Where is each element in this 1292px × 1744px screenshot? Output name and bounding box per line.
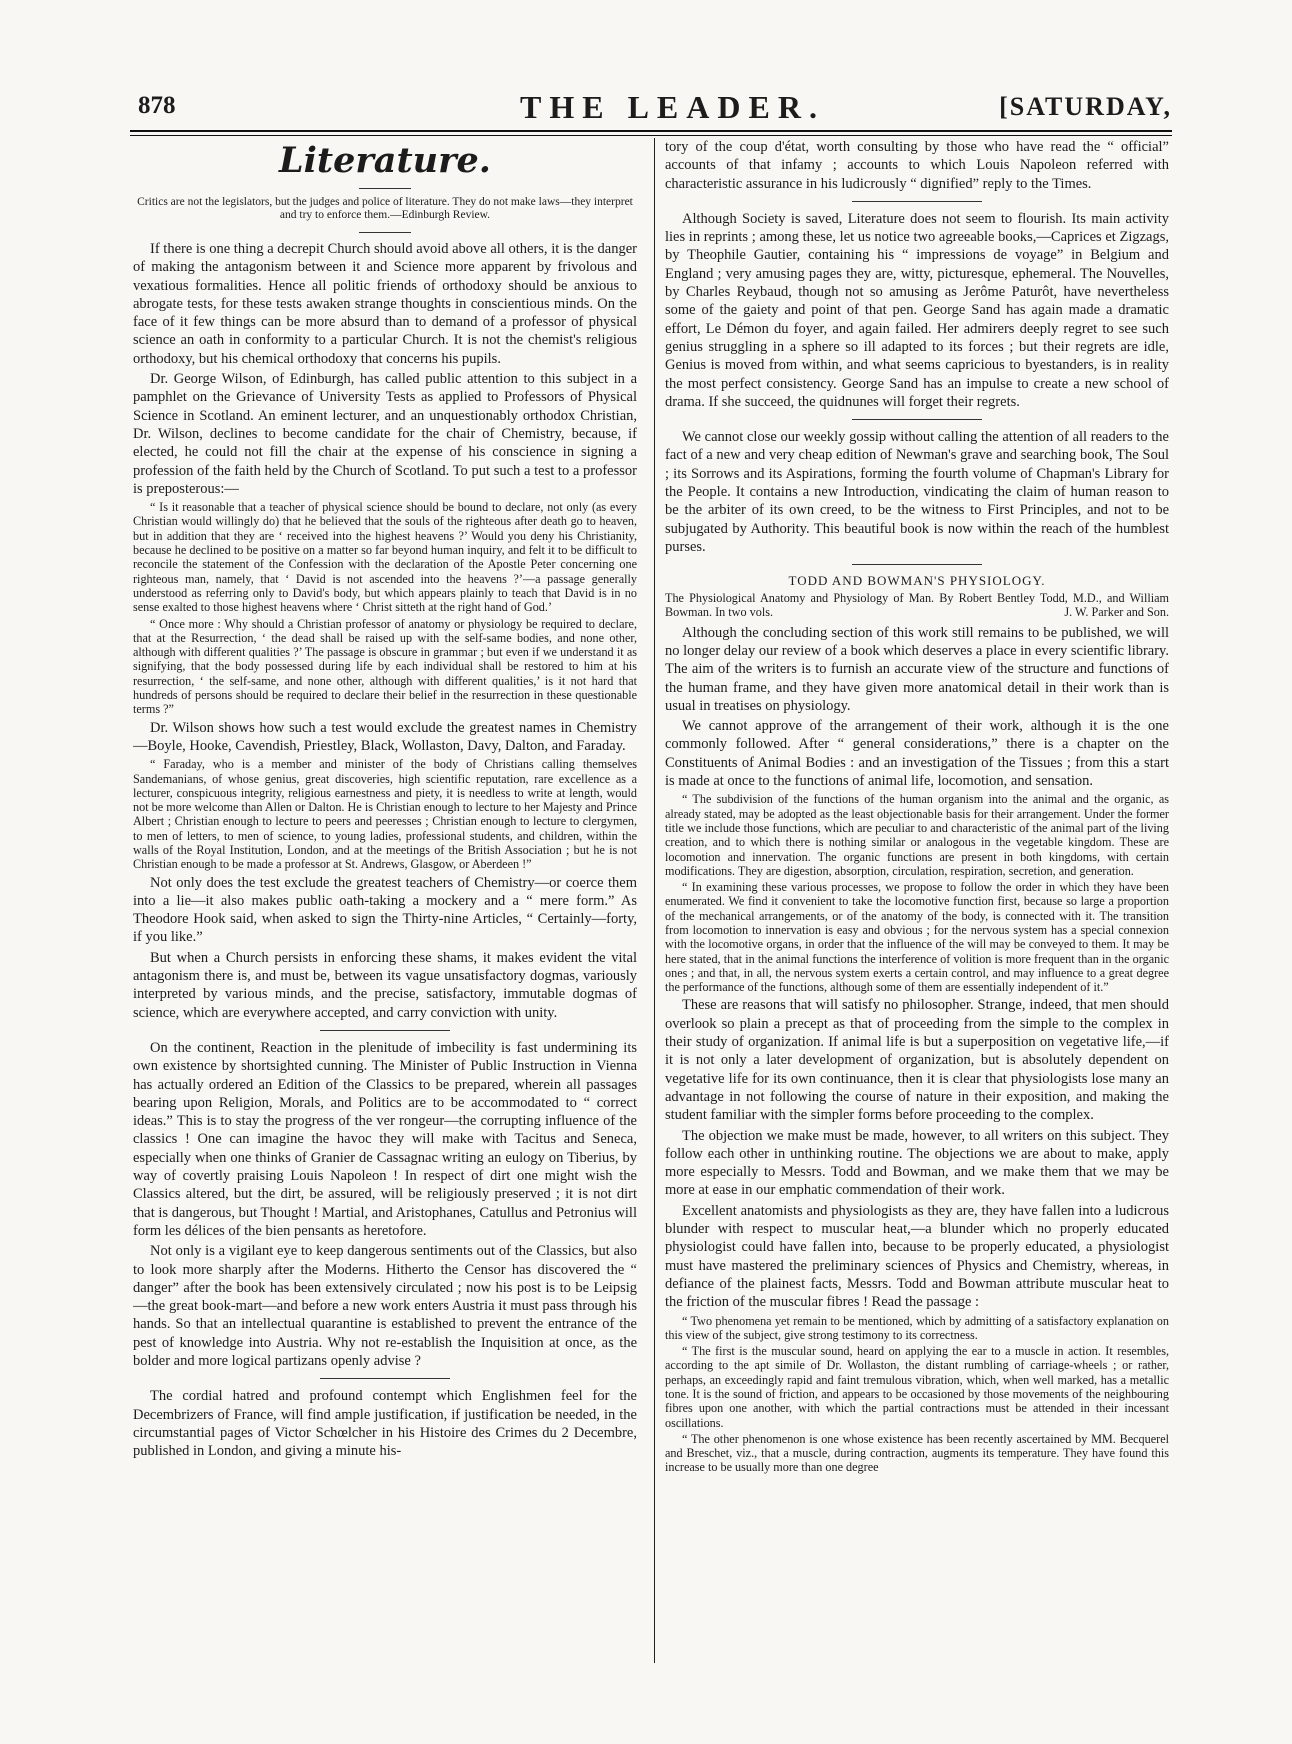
newspaper-masthead: THE LEADER. [520,89,825,125]
reaction-paragraph: On the continent, Reaction in the plenitude of imbecility is fast undermining its own existence by shortsighted cunning. The Minister of Public Instruction in Vienna has actually ordered an Edition of the Classics to be prepared, wherein all passages bearing upon Religion, Morals, and Politics are to be accommodated to “ correct ideas.” This is to stay the progress of the ver rongeur—the corrupting influence of the classics ! One can imagine the havoc they will make with Tacitus and Seneca, especially when one thinks of Granier de Cassagnac writing an eulogy on Tiberius, by way of covertly praising Louis Napoleon ! In respect of dirt one might wish the Classics altered, but the dirt, be assured, will be religiously preserved ; it is not dirt that is dangerous, but Thought ! Martial, and Aristophanes, Catullus and Petronius will form les délices of the bien pensants as heretofore. [133,1039,637,1239]
header-rule [130,130,1172,132]
society-literature-paragraph: Although Society is saved, Literature does not seem to flourish. Its main activity lies in reprints ; among these, let us notice two agreeable books,—Caprices et Zigzags, by Theophile Gautier, containing his “ impressions de voyage” in Belgium and England ; very amusing pages they are, witty, picturesque, ephemeral. The Nouvelles, by Charles Reybaud, though not so amusing as Jerôme Paturôt, have nevertheless some of the gaiety and point of that pen. George Sand has again made a dramatic effort, Le Démon du foyer, and again failed. Her admirers deeply regret to see such genius struggling in a sphere so ill adapted to its forces ; but their regrets are idle, Genius is moved from within, and what seems capricious to byestanders, is in reality the most perfect consistency. George Sand has an impulse to create a new school of drama. If she succeed, the quidnunes will forget their regrets. [665,210,1169,410]
faraday-quote: “ Faraday, who is a member and minister of the body of Christians calling themselves Sandemanians, of whose genius, great discoveries, high scientific reputation, rare excellence as a lecturer, conspicuous integrity, religious earnestness and piety, it is needless to write at length, would not be more welcome than Allen or Dalton. He is Christian enough to lecture to her Majesty and Prince Albert ; Christian enough to lecture to peers and peeresses ; Christian enough to lecture to clergymen, to men of letters, to men of science, to young ladies, professional students, and children, within the walls of the Royal Institution, London, and at the meetings of the British Association ; but he is not Christian enough to be made a professor at St. Andrews, Glasgow, or Aberdeen !” [133,757,637,872]
heaven-quote: “ Is it reasonable that a teacher of physical science should be bound to declare, not only (as every Christian would willingly do) that he believed that the souls of the righteous after death go to heaven, but in addition that they are ‘ received into the highest heavens ?’ Would you deny his Christianity, because he declined to be positive on a matter so far beyond human inquiry, and felt it to be difficult to reconcile the statement of the Confession with the declaration of the Apostle Peter concerning one righteous man, namely, that ‘ David is not ascended into the heavens ?’—a passage generally understood as referring only to David's body, but which appears plainly to teach that David is in no sense exalted to those highest heavens where ‘ Christ sitteth at the right hand of God.’ [133,500,637,615]
objection-paragraph: The objection we make must be made, however, to all writers on this subject. They follow each other in unthinking routine. The objections we are about to make, apply more especially to Messrs. Todd and Bowman, and we make them that we may be more at ease in our emphatic commendation of their work. [665,1127,1169,1199]
left-column [133,138,637,1663]
page-number: 878 [138,92,176,119]
review-intro-paragraph: Although the concluding section of this work still remains to be published, we will no longer delay our review of a book which deserves a place in every scientific library. The aim of the writers is to furnish an accurate view of the structure and functions of the human frame, and they have given more anatomical detail in their work than is usual in treatises on physiology. [665,624,1169,714]
wilson-paragraph: Dr. George Wilson, of Edinburgh, has called public attention to this subject in a pamphlet on the Grievance of University Tests as applied to Professors of Physical Science in Scotland. An eminent lecturer, and an unquestionably orthodox Christian, Dr. Wilson, declines to become candidate for the chair of Chemistry, because, if elected, he could not fill the chair at the expense of his conscience in signing a profession of the faith held by the Church of Scotland. To put such a test to a professor is preposterous:— [133,371,637,497]
left-section-divider [320,1030,450,1031]
newman-book-paragraph: We cannot close our weekly gossip without calling the attention of all readers to the fact of a new and very cheap edition of Newman's grave and searching book, The Soul ; its Sorrows and its Aspirations, forming the fourth volume of Chapman's Library for the People. It contains a new Introduction, vindicating the claim of human reason to be the arbiter of its own creed, to be the witness to First Principles, and not to be subjugated by Authority. This beautiful book is now within the reach of the humblest purses. [665,429,1169,555]
muscular-sound-quote: “ The first is the muscular sound, heard on applying the ear to a muscle in action. It resembles, according to the apt simile of Dr. Wollaston, the distant rumbling of carriage-wheels ; or rather, perhaps, an exceedingly rapid and faint tremulous vibration, which, when well marked, has a metallic tone. It is the sound of friction, and appears to be occasioned by those movements of the neighbouring fibres upon one another, with which the partial contractions must be attended in their incessant oscillations. [665,1344,1169,1430]
church-tests-paragraph: If there is one thing a decrepit Church should avoid above all others, it is the danger of making the antagonism between it and Science more apparent by frivolous and vexatious formalities. Hence all politic friends of orthodoxy should be anxious to abrogate tests, for these tests awaken strange thoughts in conscientious minds. On the face of it few things can be more absurd than to demand of a professor of physical science an oath in conformity to a particular Church. It is not the chemist's religious orthodoxy, but his chemical orthodoxy that concerns his pupils. [133,241,637,367]
decembrizers-paragraph: The cordial hatred and profound contempt which Englishmen feel for the Decembrizers of France, will find ample justification, if justification be needed, in the circumstantial pages of Victor Schœlcher in his Histoire des Crimes du 2 Decembre, published in London, and giving a minute his- [133,1388,637,1460]
subdivision-quote: “ The subdivision of the functions of the human organism into the animal and the organic, as already stated, may be adopted as the least objectionable basis for their arrangement. Under the former title we include those functions, which are peculiar to and characteristic of the animal part of the living creation, and to which there is nothing similar or analogous in the vegetable kingdom. These are locomotion and innervation. The organic functions are present in both kingdoms, with certain modifications. They are digestion, absorption, circulation, respiration, secretion, and generation. [665,792,1169,878]
temperature-quote: “ The other phenomenon is one whose existence has been recently ascertained by MM. Becquerel and Breschet, viz., that a muscle, during contraction, augments its temperature. They have found this increase to be usually more than one degree [665,1431,1169,1475]
book-publisher: J. W. Parker and Son. [1064,605,1169,620]
issue-day: [SATURDAY, [999,92,1172,121]
philosopher-paragraph: These are reasons that will satisfy no philosopher. Strange, indeed, that men should overlook so plain a precept as that of proceeding from the simple to the complex in their study of organization. If animal life is but a superposition on vegetative life,—if it is not only a later development of organization, but is absolutely dependent on vegetative life for its own continuance, then it is clear that physiologists lose many an advantage in not following the course of nature in their exposition, and making the student familiar with the simpler forms before proceeding to the complex. [665,997,1169,1124]
literature-section-title: Literature. [279,140,491,181]
epigraph-divider [359,232,411,233]
chemists-paragraph: Dr. Wilson shows how such a test would exclude the greatest names in Chemistry—Boyle, Hooke, Cavendish, Priestley, Black, Wollaston, Davy, Dalton, and Faraday. [133,719,637,754]
right-column [665,138,1169,1663]
book-title: The Physiological Anatomy and Physiology of Man. By Robert Bentley Todd, M.D., and William Bowman. In two vols. [665,591,1169,620]
header-rule-secondary [130,135,1172,136]
muscular-heat-paragraph: Excellent anatomists and physiologists as they are, they have fallen into a ludicrous blunder with respect to muscular heat,—a blunder which no properly educated physiologist could have fallen into, because to be properly educated, a physiologist must have mastered the preliminary sciences of Physics and Chemistry, whereas, in defiance of the plainest facts, Messrs. Todd and Bowman attribute muscular heat to the friction of the muscular fibres ! Read the passage : [665,1202,1169,1311]
column-divider [654,138,655,1663]
resurrection-quote: “ Once more : Why should a Christian professor of anatomy or physiology be required to declare, that at the Resurrection, ‘ the dead shall be raised up with the self-same bodies, and none other, although with different qualities ?’ The passage is obscure in grammar ; but even if we understand it as signifying, that the body possessed during life by each individual shall be restored to him at his resurrection, ‘ the self-same, and none other, although with different qualities,’ is it not hard that hundreds of persons should be required to declare their belief in the resurrection in these questionable terms ?” [133,616,637,717]
review-heading: TODD AND BOWMAN'S PHYSIOLOGY. [788,573,1046,589]
antagonism-paragraph: But when a Church persists in enforcing these shams, it makes evident the vital antagonism there is, and must be, between its vague unsatisfactory dogmas, variously interpreted by various minds, and the precise, satisfactory, immutable dogmas of science, which are everywhere accepted, and carry conviction with unity. [133,949,637,1021]
processes-quote: “ In examining these various processes, we propose to follow the order in which they have been enumerated. We find it convenient to take the locomotive function first, because so large a proportion of the mechanical arrangements, or of the anatomy of the body, is connected with it. The transition from locomotion to innervation is easy and obvious ; for the nervous system has a special connexion with the locomotive organs, in order that the influence of the will may be conveyed to them. It may be here stated, that in the animal functions the interference of volition is more frequent than in the organic ones ; and that, in all, the nervous system exerts a certain control, and may influence to a great degree the performance of the functions, although some of them are essentially independent of it.” [665,880,1169,995]
arrangement-paragraph: We cannot approve of the arrangement of their work, although it is the one commonly followed. After “ general considerations,” there is a chapter on the Constituents of Animal Bodies : and an investigation of the Tissues ; from this a start is made at once to the functions of animal life, locomotion, and sensation. [665,718,1169,790]
test-exclusion-paragraph: Not only does the test exclude the greatest teachers of Chemistry—or coerce them into a lie—it also makes public oath-taking a mockery and a “ mere form.” As Theodore Hook said, when asked to sign the Thirty-nine Articles, “ Certainly—forty, if you like.” [133,874,637,946]
decembrizers-divider [320,1378,450,1379]
newman-divider [852,419,982,420]
phenomena-quote: “ Two phenomena yet remain to be mentioned, which by admitting of a satisfactory explanation on this view of the subject, give strong testimony to its correctness. [665,1313,1169,1342]
review-divider [852,564,982,565]
coup-detat-paragraph: tory of the coup d'état, worth consulting by those who have read the “ official” accounts of that infamy ; accounts to which Louis Napoleon referred with characteristic assurance in his ludicrously “ dignified” reply to the Times. [665,139,1169,192]
book-details [665,591,1169,619]
society-divider [852,201,982,202]
section-epigraph: Critics are not the legislators, but the judges and police of literature. They do not make laws—they interpret and try to enforce them.—Edinburgh Review. [137,196,633,221]
censor-paragraph: Not only is a vigilant eye to keep dangerous sentiments out of the Classics, but also to look more sharply after the Moderns. Hitherto the Censor has discovered the “ danger” after the book has been extensively circulated ; now his post is to be Leipsig—the great book-mart—and before a new work enters Austria it must pass through his hands. So that an intellectual quarantine is established to prevent the entrance of the pest of knowledge into Austria. Why not re-establish the Inquisition at once, as the bolder and more logical partizans openly advise ? [133,1243,637,1369]
title-divider [359,188,411,189]
